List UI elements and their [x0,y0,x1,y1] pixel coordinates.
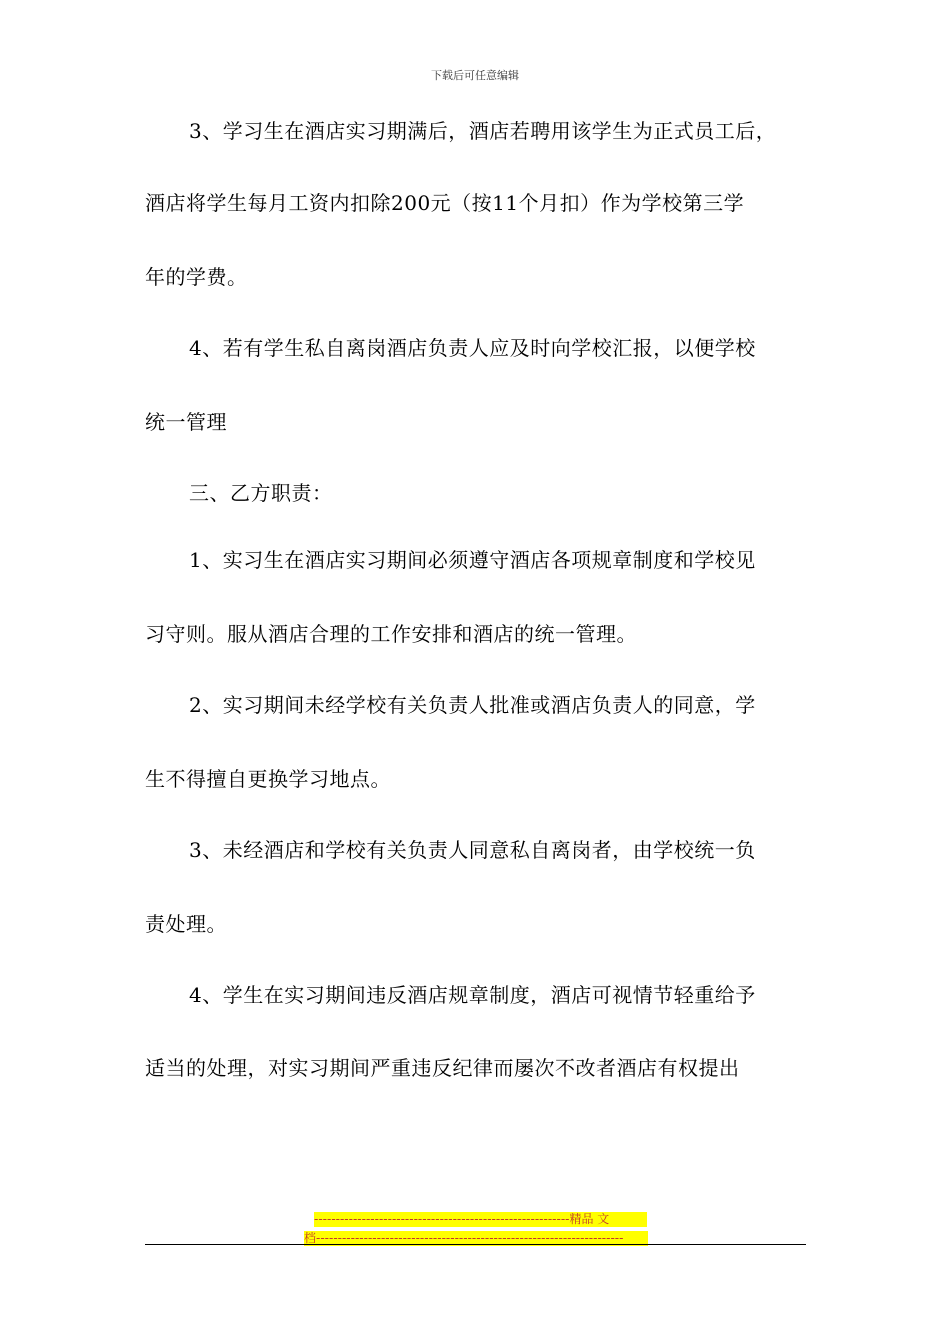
paragraph-line: 3、未经酒店和学校有关负责人同意私自离岗者，由学校统一负 [189,838,756,862]
paragraph-line: 责处理。 [145,912,227,936]
paragraph-line: 2、实习期间未经学校有关负责人批准或酒店负责人的同意，学 [189,693,756,717]
footer-line-2: 档----------------------------------------------------------------------- [304,1231,648,1246]
paragraph-line: 4、学生在实习期间违反酒店规章制度，酒店可视情节轻重给予 [189,983,756,1007]
paragraph-line: 适当的处理，对实习期间严重违反纪律而屡次不改者酒店有权提出 [145,1056,740,1080]
paragraph-line: 3、学习生在酒店实习期满后，酒店若聘用该学生为正式员工后， [189,119,777,143]
footer-line-1: -----------------------------------------------------------精品 文 [314,1212,647,1227]
paragraph-line: 年的学费。 [145,265,248,289]
paragraph-line: 4、若有学生私自离岗酒店负责人应及时向学校汇报，以便学校 [189,336,756,360]
section-heading: 三、乙方职责： [189,481,333,505]
paragraph-line: 生不得擅自更换学习地点。 [145,767,391,791]
paragraph-line: 统一管理 [145,410,227,434]
header-note: 下载后可任意编辑 [431,69,519,82]
paragraph-line: 酒店将学生每月工资内扣除200元（按11个月扣）作为学校第三学 [145,191,745,215]
paragraph-line: 1、实习生在酒店实习期间必须遵守酒店各项规章制度和学校见 [189,548,756,572]
paragraph-line: 习守则。服从酒店合理的工作安排和酒店的统一管理。 [145,622,637,646]
footer-divider [145,1244,806,1245]
